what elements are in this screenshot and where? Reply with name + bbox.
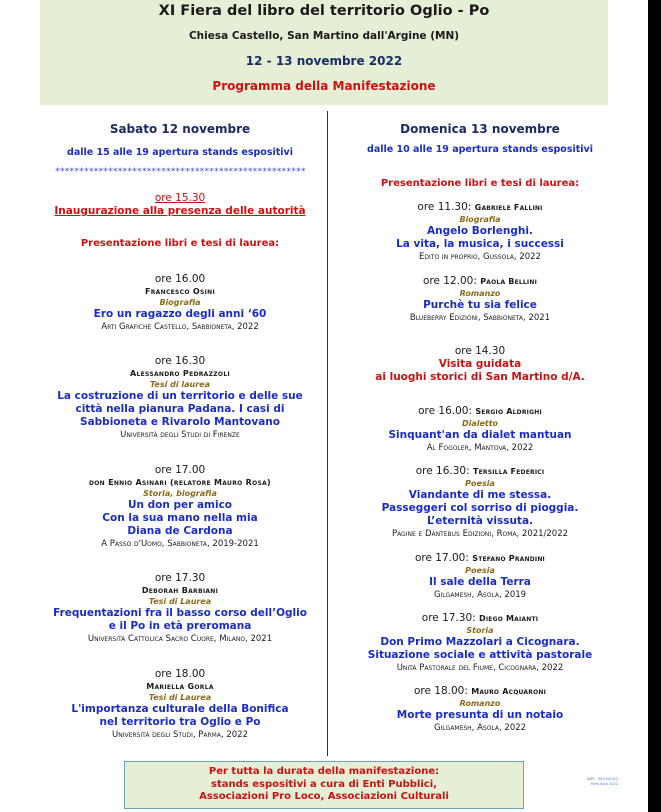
event-author: Sergio Aldrighi (475, 407, 542, 416)
event-title: Ero un ragazzo degli anni ‘60 (93, 308, 267, 320)
event-publisher: Gilgamesh, Asola, 2022 (433, 723, 527, 733)
event-title: Frequentazioni fra il basso corso dell’Oglio (53, 607, 307, 619)
event-item (40, 355, 320, 441)
event-title: Sabbioneta e Rivarolo Mantovano (80, 416, 280, 428)
event-title: Un don per amico (127, 499, 233, 511)
event-time (340, 275, 620, 288)
event-author: Gabriele Fallini (474, 203, 543, 212)
event-time: ore 14.30 (454, 345, 506, 357)
event-author: Alessandro Pedrazzoli (129, 369, 230, 378)
column-divider (327, 111, 328, 756)
event-item (40, 572, 320, 645)
event-author: Francesco Osini (145, 287, 215, 296)
event-publisher: Pagine e Dantebus Edizioni, Roma, 2021/2022 (391, 529, 569, 539)
event-time-label: ore 12.00: (422, 275, 477, 287)
event-title: Situazione sociale e attività pastorale (367, 649, 593, 661)
event-time: ore 15.30 (154, 192, 206, 204)
star-separator: **************************************************** (54, 167, 306, 177)
event-time (340, 405, 620, 418)
saturday-stands: dalle 15 alle 19 apertura stands espositivi (67, 147, 293, 158)
event-title: Visita guidata (438, 358, 522, 370)
event-title: Morte presunta di un notaio (396, 709, 564, 721)
event-title: Inaugurazione alla presenza delle autorità (54, 205, 306, 217)
event-time (340, 685, 620, 698)
event-item (340, 405, 620, 454)
event-title: città nella pianura Padana. I casi di (75, 403, 285, 415)
event-title: Con la sua mano nella mia (102, 512, 258, 524)
event-item (340, 552, 620, 601)
event-time: ore 17.30 (154, 572, 206, 584)
event-genre: Tesi di Laurea (148, 693, 212, 702)
event-time (340, 612, 620, 625)
event-author: Deborah Barbiani (141, 586, 219, 595)
event-time-label: ore 11.30: (417, 201, 472, 213)
event-item (40, 273, 320, 333)
event-publisher: Edito in proprio, Gussola, 2022 (419, 252, 541, 262)
event-title: L'importanza culturale della Bonifica (71, 703, 289, 715)
event-time (340, 201, 620, 214)
event-publisher: Al Fogoler, Mantova, 2022 (426, 443, 534, 453)
event-genre: Storia (466, 626, 494, 635)
event-time (340, 552, 620, 565)
sunday-heading: Domenica 13 novembre (400, 122, 560, 136)
event-item (40, 668, 320, 741)
footer-line: Per tutta la durata della manifestazione: (208, 766, 440, 777)
event-title: Don Primo Mazzolari a Cicognara. (380, 636, 580, 648)
event-genre: Biografia (159, 298, 201, 307)
event-publisher: Università degli Studi di Firenze (120, 430, 240, 440)
event-item (340, 465, 620, 540)
event-item (40, 464, 320, 550)
event-genre: Romanzo (459, 699, 501, 708)
event-title: L’eternità vissuta. (426, 515, 534, 527)
event-author: Mauro Acquaroni (471, 687, 547, 696)
event-title: nel territorio tra Oglio e Po (99, 716, 261, 728)
footnote-line: ASPI - 30/10/2022 (586, 777, 618, 781)
event-publisher: Arti Grafiche Castello, Sabbioneta, 2022 (101, 322, 259, 332)
event-location: Chiesa Castello, San Martino dall'Argine (MN) (188, 30, 460, 42)
event-title: Diana de Cardona (127, 525, 233, 537)
event-time-label: ore 16.30: (415, 465, 470, 477)
event-publisher: Università degli Studi, Parma, 2022 (112, 730, 248, 740)
event-publisher: A Passo d'Uomo, Sabbioneta, 2019-2021 (101, 539, 259, 549)
event-author: Paola Bellini (480, 277, 538, 286)
saturday-heading: Sabato 12 novembre (109, 122, 251, 136)
event-time-label: ore 17.00: (415, 552, 469, 564)
presentation-heading: Presentazione libri e tesi di laurea: (380, 178, 580, 189)
footnote-text (560, 777, 618, 786)
event-author: Tersilla Federici (472, 467, 545, 476)
inauguration-event (40, 192, 320, 218)
event-item (340, 612, 620, 674)
event-genre: Tesi di laurea (150, 380, 210, 389)
event-genre: Poesia (465, 566, 495, 575)
event-genre: Tesi di Laurea (148, 597, 212, 606)
event-dates: 12 - 13 novembre 2022 (245, 54, 403, 68)
event-publisher: Università Cattolica Sacro Cuore, Milano, 2021 (87, 634, 273, 644)
event-time: ore 17.00 (154, 464, 206, 476)
event-genre: Romanzo (459, 289, 501, 298)
event-author: Diego Maianti (479, 614, 539, 623)
event-title: ai luoghi storici di San Martino d/A. (375, 371, 585, 383)
event-genre: Biografia (459, 215, 501, 224)
event-publisher: Blueberry Edizioni, Sabbioneta, 2021 (409, 313, 551, 323)
event-publisher: Gilgamesh, Asola, 2019 (433, 590, 527, 600)
event-title: XI Fiera del libro del territorio Oglio - Po (158, 3, 490, 19)
event-title: La vita, la musica, i successi (396, 238, 564, 250)
event-title: Purchè tu sia felice (423, 299, 537, 311)
presentation-heading: Presentazione libri e tesi di laurea: (80, 238, 280, 249)
event-item (340, 201, 620, 263)
event-author: Mariella Gorla (146, 682, 214, 691)
event-time-label: ore 18.00: (413, 685, 468, 697)
event-item (340, 275, 620, 324)
footer-line: stands espositivi a cura di Enti Pubblici, (211, 778, 437, 790)
header-box (40, 0, 608, 105)
event-genre: Storia, biografia (143, 489, 217, 498)
event-genre: Dialetto (461, 419, 499, 428)
event-time: ore 16.00 (154, 273, 206, 285)
event-title: e il Po in età preromana (108, 620, 252, 632)
event-item (340, 685, 620, 734)
guided-visit-event (340, 345, 620, 384)
event-publisher: Unità Pastorale del Fiume, Cicognara, 2022 (396, 663, 564, 673)
event-time: ore 16.30 (154, 355, 206, 367)
event-title: Passeggeri col sorriso di pioggia. (381, 502, 579, 514)
event-author: don Ennio Asinari (relatore Mauro Rosa) (88, 478, 271, 487)
event-title: Il sale della Terra (429, 576, 531, 588)
event-author: Stefano Prandini (472, 554, 545, 563)
event-time-label: ore 17.30: (421, 612, 476, 624)
event-title: Viandante di me stessa. (408, 489, 552, 501)
event-title: Sinquant'an da dialet mantuan (388, 429, 572, 441)
event-title: La costruzione di un territorio e delle sue (57, 390, 303, 402)
event-genre: Poesia (465, 479, 495, 488)
footer-box (124, 761, 524, 809)
event-time: ore 18.00 (154, 668, 206, 680)
event-time-label: ore 16.00: (418, 405, 472, 417)
event-title: Angelo Borlenghi. (427, 225, 533, 237)
event-time (340, 465, 620, 478)
footer-line: Associazioni Pro Loco, Associazioni Culturali (199, 791, 449, 802)
programme-heading: Programma della Manifestazione (212, 79, 436, 93)
sunday-stands: dalle 10 alle 19 apertura stands espositivi (367, 144, 593, 155)
footnote-line: Fiera libro 2022 (590, 781, 618, 786)
